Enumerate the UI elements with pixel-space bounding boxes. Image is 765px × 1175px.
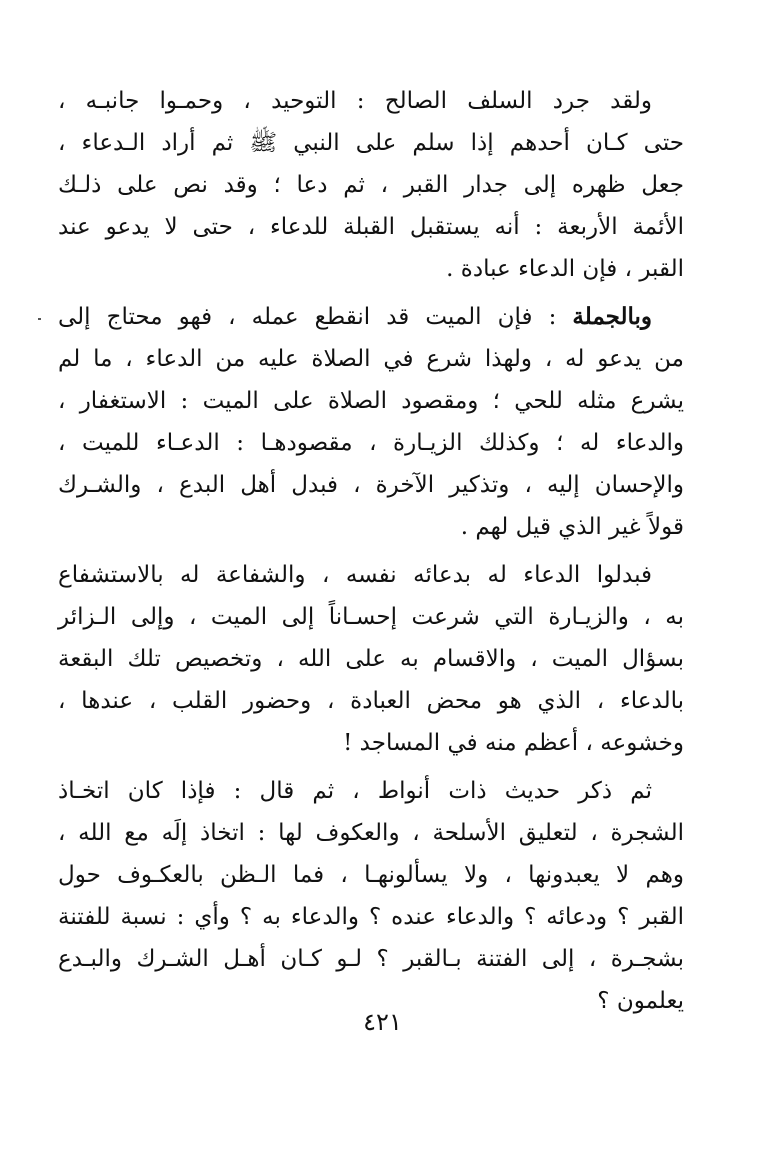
text-line: ولقد جرد السلف الصالح : التوحيد ، وحمـوا جانبـه ، <box>58 88 652 114</box>
page-body <box>58 80 684 1022</box>
text-line: القبر ؟ ودعائه ؟ والدعاء عنده ؟ والدعاء به ؟ وأي : نسبة للفتنة <box>58 904 684 930</box>
text-line: قولاً غير الذي قيل لهم . <box>460 514 684 540</box>
text-line: الأئمة الأربعة : أنه يستقبل القبلة للدعاء ، حتى لا يدعو عند <box>58 214 684 240</box>
text-line: وخشوعه ، أعظم منه في المساجد ! <box>343 730 684 756</box>
paragraph-3 <box>58 554 684 764</box>
text-line: من يدعو له ، ولهذا شرع في الصلاة عليه من الدعاء ، ما لم <box>58 346 684 372</box>
text-line-with-lead <box>58 296 684 338</box>
text-line: به ، والزيـارة التي شرعت إحسـاناً إلى الميت ، وإلى الـزائر <box>58 604 684 630</box>
text-line: القبر ، فإن الدعاء عبادة . <box>446 256 684 282</box>
paragraph-4 <box>58 770 684 1022</box>
text-line: يشرع مثله للحي ؛ ومقصود الصلاة على الميت : الاستغفار ، <box>58 388 684 414</box>
text-line: بشجـرة ، إلى الفتنة بـالقبر ؟ لـو كـان أهـل الشـرك والبـدع <box>58 946 684 972</box>
text-line: يعلمون ؟ <box>597 988 684 1014</box>
text-line: والدعاء له ؛ وكذلك الزيـارة ، مقصودهـا : الدعـاء للميت ، <box>58 430 684 456</box>
text-line: حتى كـان أحدهم إذا سلم على النبي ﷺ ثم أراد الـدعاء ، <box>58 130 684 156</box>
text-line: فبدلوا الدعاء له بدعائه نفسه ، والشفاعة له بالاستشفاع <box>58 562 652 588</box>
paragraph-1 <box>58 80 684 290</box>
text-line: ثم ذكر حديث ذات أنواط ، ثم قال : فإذا كان اتخـاذ <box>58 778 652 804</box>
paragraph-2 <box>58 296 684 548</box>
text-line: بالدعاء ، الذي هو محض العبادة ، وحضور القلب ، عندها ، <box>58 688 684 714</box>
text-line: والإحسان إليه ، وتذكير الآخرة ، فبدل أهل البدع ، والشـرك <box>58 472 684 498</box>
page-number: ٤٢١ <box>363 1008 402 1036</box>
text-line: الشجرة ، لتعليق الأسلحة ، والعكوف لها : اتخاذ إلَه مع الله ، <box>58 820 684 846</box>
bold-lead-word: وبالجملة <box>572 303 652 330</box>
margin-speck <box>38 318 41 320</box>
text-line: جعل ظهره إلى جدار القبر ، ثم دعا ؛ وقد نص على ذلـك <box>58 172 684 198</box>
text-line: بسؤال الميت ، والاقسام به على الله ، وتخصيص تلك البقعة <box>58 646 684 672</box>
text-line-rest: : فإن الميت قد انقطع عمله ، فهو محتاج إلى <box>58 304 573 330</box>
text-line: وهم لا يعبدونها ، ولا يسألونهـا ، فما الـظن بالعكـوف حول <box>58 862 684 888</box>
